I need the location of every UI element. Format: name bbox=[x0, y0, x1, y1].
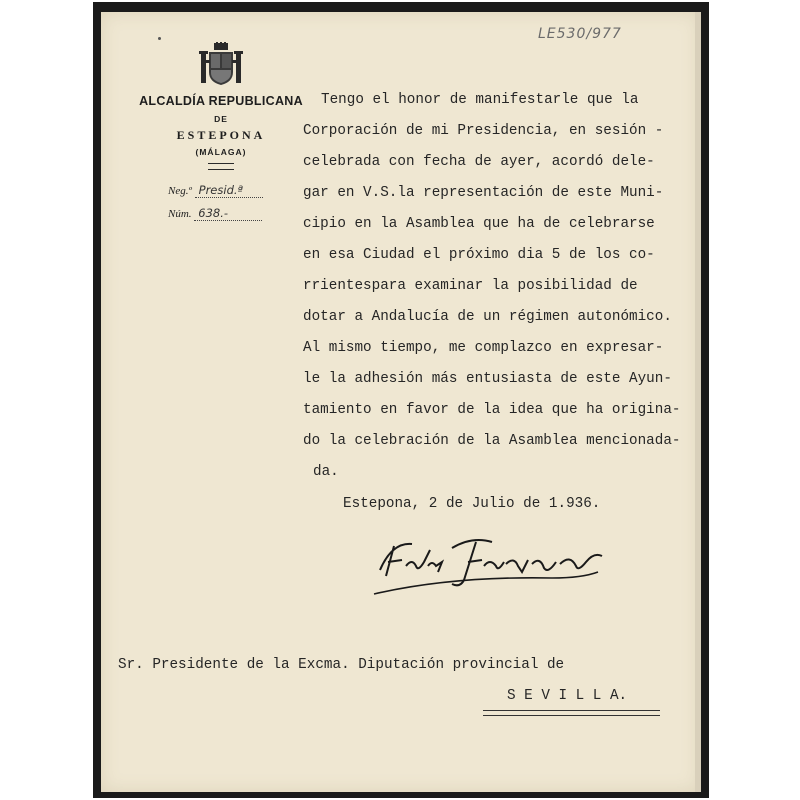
body-line: Al mismo tiempo, me complazco en expresar- bbox=[303, 340, 664, 356]
body-line: Tengo el honor de manifestarle que la bbox=[321, 92, 639, 108]
body-line: Corporación de mi Presidencia, en sesión - bbox=[303, 123, 664, 139]
paper-mark bbox=[158, 37, 161, 40]
body-line: celebrada con fecha de ayer, acordó dele- bbox=[303, 154, 655, 170]
body-line: tamiento en favor de la idea que ha origina- bbox=[303, 402, 681, 418]
body-line: cipio en la Asamblea que ha de celebrarse bbox=[303, 216, 655, 232]
addressee-city: S E V I L L A. bbox=[507, 688, 628, 704]
letterhead-rule bbox=[208, 163, 234, 170]
coat-of-arms-icon bbox=[198, 42, 244, 86]
archive-reference: LE530/977 bbox=[538, 26, 622, 42]
addressee-line: Sr. Presidente de la Excma. Diputación provincial de bbox=[118, 657, 565, 673]
signature-icon bbox=[372, 532, 612, 596]
body-line: da. bbox=[313, 464, 339, 480]
city-underline bbox=[483, 710, 660, 716]
body-line: dotar a Andalucía de un régimen autonómico. bbox=[303, 309, 672, 325]
body-line: le la adhesión más entusiasta de este Ayun- bbox=[303, 371, 672, 387]
town-name: ESTEPONA bbox=[176, 128, 266, 142]
numero-field bbox=[168, 206, 262, 221]
numero-label: Núm. bbox=[168, 208, 192, 220]
office-de: DE bbox=[214, 114, 228, 124]
negociado-label: Neg.º bbox=[168, 185, 192, 197]
date-line: Estepona, 2 de Julio de 1.936. bbox=[343, 496, 601, 512]
body-line: en esa Ciudad el próximo dia 5 de los co- bbox=[303, 247, 655, 263]
negociado-value: Presid.ª bbox=[195, 183, 263, 198]
negociado-field bbox=[168, 183, 263, 198]
province-name: (MÁLAGA) bbox=[195, 147, 247, 157]
letterhead bbox=[118, 94, 324, 170]
body-line: rrientespara examinar la posibilidad de bbox=[303, 278, 638, 294]
office-name: ALCALDÍA REPUBLICANA bbox=[139, 94, 303, 108]
body-line: gar en V.S.la representación de este Muni- bbox=[303, 185, 664, 201]
page-edge bbox=[695, 12, 701, 792]
numero-value: 638.- bbox=[194, 206, 262, 221]
body-line: do la celebración de la Asamblea mencionada- bbox=[303, 433, 681, 449]
